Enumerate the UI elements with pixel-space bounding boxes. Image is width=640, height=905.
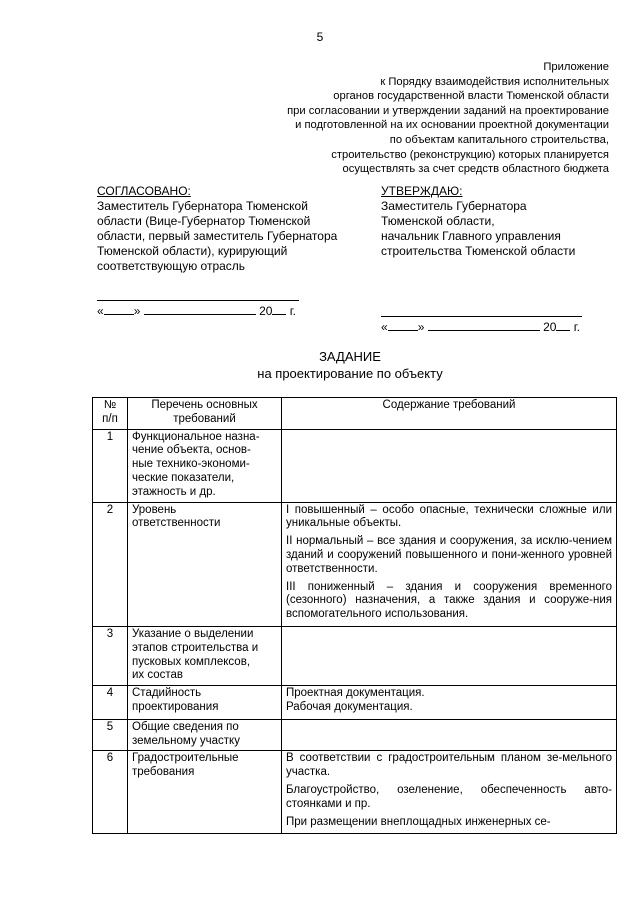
date-line-left: [97, 303, 296, 318]
row-number: 5: [93, 719, 128, 751]
table-row: [93, 626, 617, 685]
appendix-line: строительство (реконструкцию) которых планируется: [331, 148, 609, 161]
row-number: 2: [93, 502, 128, 626]
year-prefix: 20: [543, 320, 557, 334]
row-requirement-content: [282, 502, 617, 626]
approval-right-line: строительства Тюменской области: [381, 244, 576, 258]
approval-left-heading: СОГЛАСОВАНО:: [97, 184, 191, 198]
approval-right-line: Тюменской области,: [381, 214, 495, 228]
header-number: № п/п: [93, 398, 128, 430]
appendix-note: [189, 60, 609, 177]
appendix-line: органов государственной власти Тюменской области: [333, 90, 609, 103]
appendix-line: при согласовании и утверждении заданий на проектирование: [287, 104, 609, 117]
page-number: 5: [316, 30, 324, 44]
row-requirement-name: Общие сведения по земельному участку: [128, 719, 282, 751]
row-requirement-content: [282, 686, 617, 720]
day-blank: [388, 319, 418, 331]
document-subtitle: на проектирование по объекту: [257, 366, 443, 381]
approval-right-heading: УТВЕРЖДАЮ:: [381, 184, 463, 198]
content-paragraph: В соответствии с градостроительным планом зе-мельного участка.: [286, 752, 612, 779]
row-requirement-name: Функциональное назна- чение объекта, основ- ные технико-экономи- ческие показатели, этажность и др.: [128, 429, 282, 502]
row-requirement-content: [282, 719, 617, 751]
appendix-line: Приложение: [543, 61, 609, 73]
table-row: [93, 751, 617, 834]
content-paragraph: I повышенный – особо опасные, технически сложные или уникальные объекты.: [286, 503, 612, 530]
content-paragraph: При размещении внеплощадных инженерных се-: [286, 815, 551, 828]
content-paragraph: II нормальный – все здания и сооружения, за исклю-чением зданий и сооружений повышенного и пони-женного уровней ответственности.: [286, 535, 612, 575]
approval-left-line: Тюменской области), курирующий: [97, 244, 288, 258]
header-requirement-list: Перечень основных требований: [128, 398, 282, 430]
month-blank: [428, 319, 540, 331]
requirements-table-body: [93, 429, 617, 834]
row-requirement-content: [282, 429, 617, 502]
row-number: 4: [93, 686, 128, 720]
appendix-line: по объектам капитального строительства,: [389, 133, 609, 146]
approval-right-block: [381, 184, 621, 259]
date-line-right: [381, 319, 580, 334]
signature-line-left: [97, 300, 299, 301]
approval-left-line: соответствующую отрасль: [97, 259, 246, 273]
year-blank: [272, 303, 286, 315]
month-blank: [144, 303, 256, 315]
date-close-quote: »: [133, 304, 141, 318]
date-close-quote: »: [417, 320, 425, 334]
date-open-quote: «: [381, 320, 388, 334]
table-row: [93, 429, 617, 502]
appendix-line: осуществлять за счет средств областного бюджета: [342, 163, 609, 176]
table-row: [93, 686, 617, 720]
approval-right-line: начальник Главного управления: [381, 229, 561, 243]
row-requirement-name: Уровень ответственности: [128, 502, 282, 626]
requirements-table: [92, 397, 617, 834]
year-suffix: г.: [289, 304, 297, 318]
signature-line-right: [381, 316, 582, 317]
row-requirement-name: Указание о выделении этапов строительства и пусковых комплексов, их состав: [128, 626, 282, 685]
row-number: 3: [93, 626, 128, 685]
approval-left-block: [97, 184, 377, 274]
day-blank: [104, 303, 134, 315]
appendix-line: и подготовленной на их основании проектной документации: [295, 119, 609, 132]
year-prefix: 20: [259, 304, 273, 318]
row-requirement-content: [282, 626, 617, 685]
year-blank: [556, 319, 570, 331]
content-paragraph: Проектная документация. Рабочая документация.: [286, 687, 425, 713]
header-requirement-content: Содержание требований: [282, 398, 617, 430]
approval-left-line: области, первый заместитель Губернатора: [97, 229, 338, 243]
table-header-row: [93, 398, 617, 430]
row-requirement-name: Стадийность проектирования: [128, 686, 282, 720]
row-requirement-content: [282, 751, 617, 834]
content-paragraph: III пониженный – здания и сооружения временного (сезонного) назначения, а также здания и сооруже-ния вспомогательного использования.: [286, 580, 612, 621]
document-title: ЗАДАНИЕ: [319, 349, 381, 364]
date-open-quote: «: [97, 304, 104, 318]
approval-left-line: области (Вице-Губернатор Тюменской: [97, 214, 311, 228]
table-row: [93, 719, 617, 751]
table-row: [93, 502, 617, 626]
year-suffix: г.: [573, 320, 581, 334]
approval-right-line: Заместитель Губернатора: [381, 199, 527, 213]
row-requirement-name: Градостроительные требования: [128, 751, 282, 834]
content-paragraph: Благоустройство, озеленение, обеспеченность авто-стоянками и пр.: [286, 783, 612, 810]
row-number: 6: [93, 751, 128, 834]
row-number: 1: [93, 429, 128, 502]
approval-left-line: Заместитель Губернатора Тюменской: [97, 199, 308, 213]
appendix-line: к Порядку взаимодействия исполнительных: [380, 75, 609, 88]
